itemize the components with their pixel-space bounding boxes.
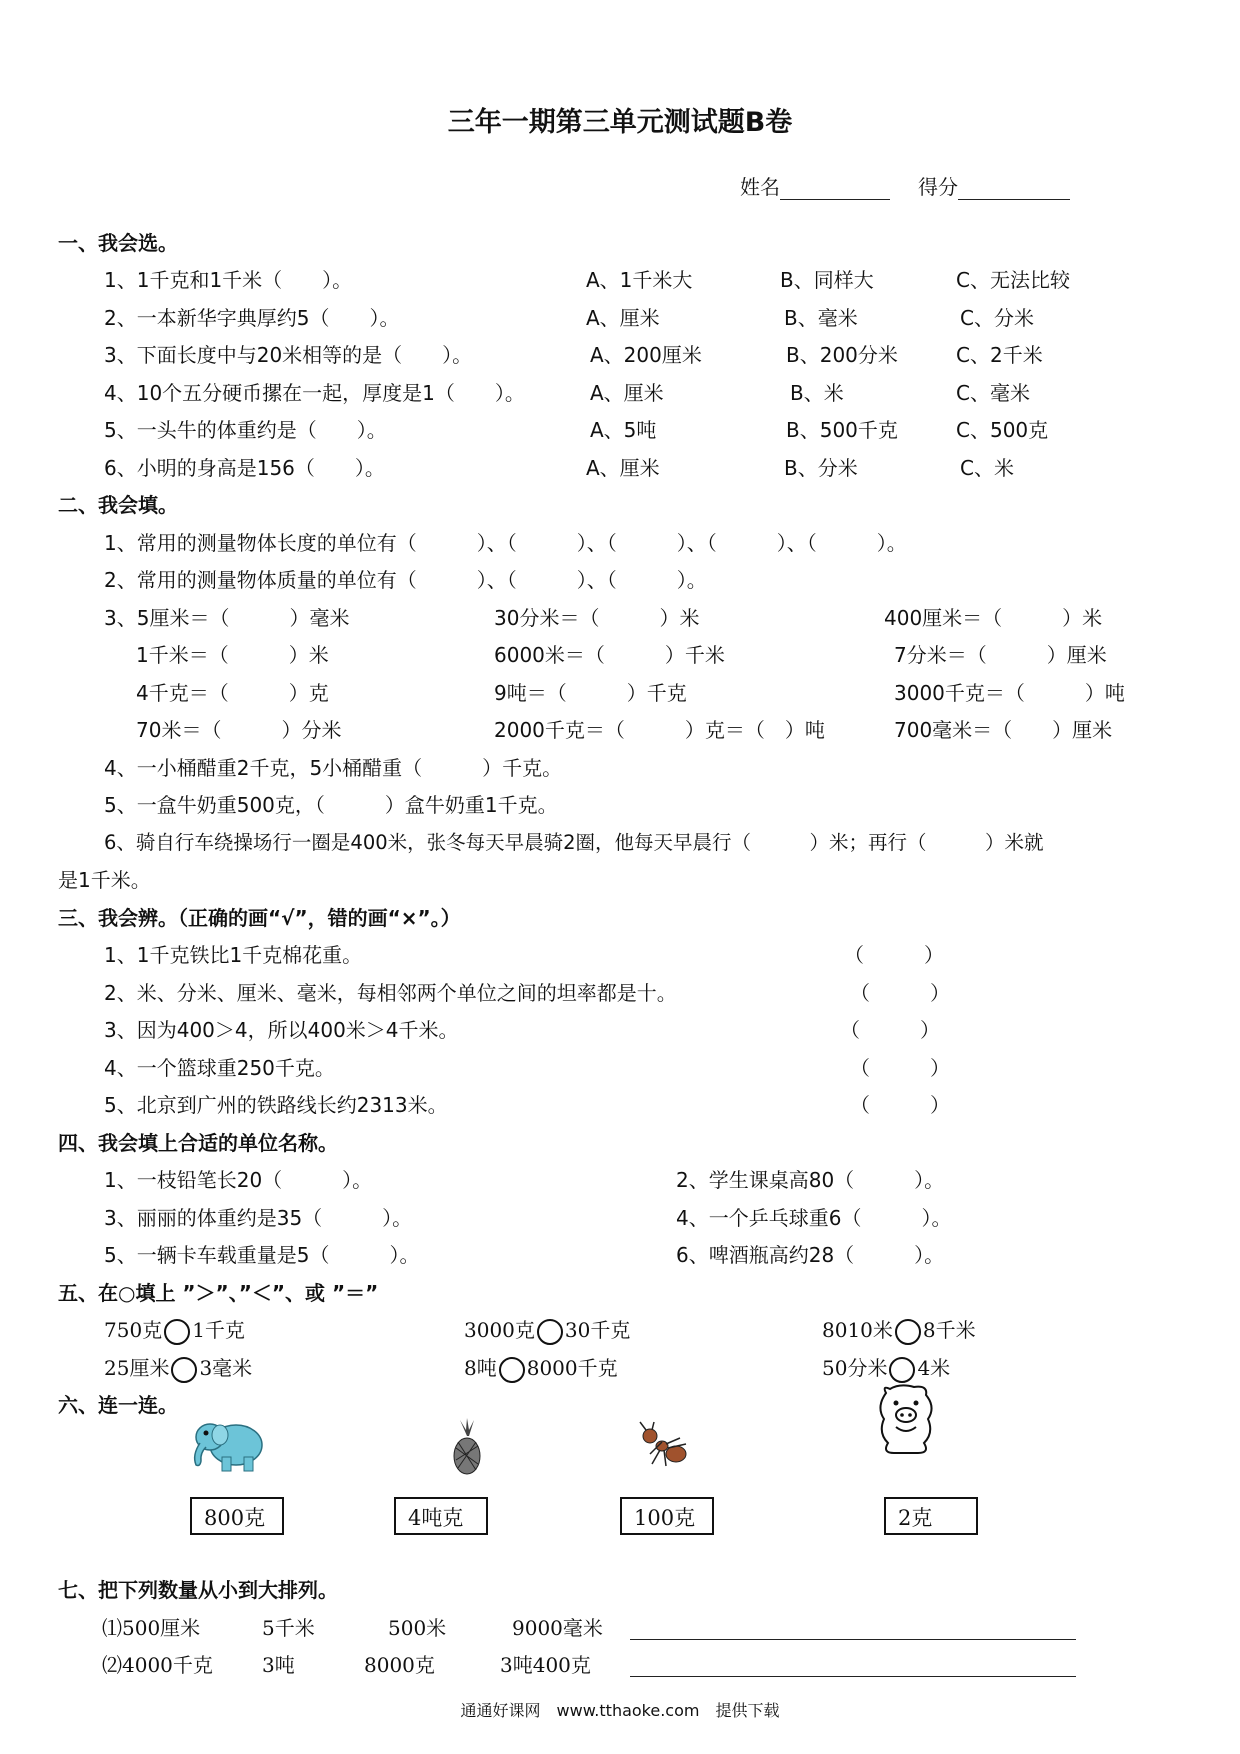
s2-line-1: 1、常用的测量物体长度的单位有（ ）、（ ）、（ ）、（ ）、（ ）。 (104, 531, 907, 555)
s2-conversion: 4千克＝（ ）克 (136, 681, 329, 705)
s2-line-4: 4、一小桶醋重2千克，5小桶醋重（ ）千克。 (104, 756, 563, 780)
compare-circle[interactable] (171, 1357, 197, 1383)
footer-text: 通通好课网 www.tthaoke.com 提供下载 (460, 1701, 780, 1720)
s1-option-c[interactable]: C、分米 (960, 306, 1034, 330)
score-field (918, 174, 1070, 200)
s5-left-value: 8010米 (822, 1318, 893, 1342)
answer-line[interactable] (630, 1617, 1076, 1640)
s2-conversion: 70米＝（ ）分米 (136, 718, 342, 742)
s1-option-b[interactable]: B、200分米 (786, 343, 898, 367)
s7-quantity: 9000毫米 (512, 1616, 603, 1640)
score-blank[interactable] (958, 177, 1070, 200)
s5-right-value: 8000千克 (526, 1356, 618, 1380)
s2-conversion: 9吨＝（ ）千克 (494, 681, 687, 705)
section-1-heading: 一、我会选。 (58, 231, 178, 255)
ant-icon[interactable] (636, 1420, 692, 1472)
s7-quantity: 3吨400克 (500, 1653, 591, 1677)
s1-option-c[interactable]: C、毫米 (956, 381, 1030, 405)
compare-circle[interactable] (164, 1319, 190, 1345)
compare-circle[interactable] (537, 1319, 563, 1345)
s2-conversion: 2000千克＝（ ）克＝（ ）吨 (494, 718, 825, 742)
s7-quantity: ⑵4000千克 (102, 1653, 213, 1677)
s4-item: 3、丽丽的体重约是35（ ）。 (104, 1206, 413, 1230)
s2-conversion: 700毫米＝（ ）厘米 (894, 718, 1113, 742)
s5-right-value: 4米 (917, 1356, 951, 1380)
s4-item: 5、一辆卡车载重量是5（ ）。 (104, 1243, 420, 1267)
answer-line[interactable] (630, 1654, 1076, 1677)
s7-quantity: 5千米 (262, 1616, 315, 1640)
s3-answer-paren[interactable]: （ ） (844, 943, 944, 967)
s1-option-b[interactable]: B、毫米 (784, 306, 858, 330)
s1-option-b[interactable]: B、同样大 (780, 268, 874, 292)
s1-option-c[interactable]: C、2千米 (956, 343, 1043, 367)
s2-line-5: 5、一盒牛奶重500克，（ ）盒牛奶重1千克。 (104, 793, 558, 817)
pig-icon[interactable] (872, 1383, 942, 1457)
section-5-heading: 五、在○填上 ”＞”、”＜”、或 ”＝” (58, 1281, 379, 1305)
s7-quantity: 500米 (388, 1616, 447, 1640)
s7-quantity: 8000克 (364, 1653, 435, 1677)
s1-option-c[interactable]: C、500克 (956, 418, 1049, 442)
s2-conversion: 30分米＝（ ）米 (494, 606, 700, 630)
s7-quantity: 3吨 (262, 1653, 295, 1677)
s2-line-2: 2、常用的测量物体质量的单位有（ ）、（ ）、（ ）。 (104, 568, 707, 592)
section-7-heading: 七、把下列数量从小到大排列。 (58, 1578, 338, 1602)
s3-statement: 3、因为400＞4，所以400米＞4千米。 (104, 1018, 459, 1042)
s1-option-b[interactable]: B、米 (790, 381, 844, 405)
s1-option-a[interactable]: A、5吨 (590, 418, 657, 442)
pineapple-icon[interactable] (450, 1418, 484, 1476)
elephant-icon[interactable] (188, 1415, 268, 1475)
name-field (740, 174, 890, 200)
compare-circle[interactable] (889, 1357, 915, 1383)
s1-option-b[interactable]: B、分米 (784, 456, 858, 480)
s4-item: 1、一枝铅笔长20（ ）。 (104, 1168, 373, 1192)
s3-statement: 2、米、分米、厘米、毫米，每相邻两个单位之间的坦率都是十。 (104, 981, 677, 1005)
weight-box[interactable]: 4吨克 (394, 1497, 488, 1535)
weight-box[interactable]: 100克 (620, 1497, 714, 1535)
s1-question: 5、一头牛的体重约是（ ）。 (104, 418, 387, 442)
s1-option-b[interactable]: B、500千克 (786, 418, 898, 442)
weight-box[interactable]: 800克 (190, 1497, 284, 1535)
s2-conversion: 6000米＝（ ）千米 (494, 643, 725, 667)
name-label: 姓名 (740, 175, 780, 199)
s2-conversion: 3、5厘米＝（ ）毫米 (104, 606, 350, 630)
compare-circle[interactable] (895, 1319, 921, 1345)
s7-quantity: ⑴500厘米 (102, 1616, 201, 1640)
section-3-heading: 三、我会辨。（正确的画“√”，错的画“×”。） (58, 906, 461, 930)
s1-option-a[interactable]: A、200厘米 (590, 343, 702, 367)
s1-question: 1、1千克和1千米（ ）。 (104, 268, 353, 292)
section-6-heading: 六、连一连。 (58, 1393, 178, 1417)
s3-statement: 4、一个篮球重250千克。 (104, 1056, 335, 1080)
s1-option-a[interactable]: A、1千米大 (586, 268, 693, 292)
weight-box[interactable]: 2克 (884, 1497, 978, 1535)
s1-question: 4、10个五分硬币摞在一起，厚度是1（ ）。 (104, 381, 525, 405)
s5-left-value: 8吨 (464, 1356, 497, 1380)
s2-conversion: 1千米＝（ ）米 (136, 643, 329, 667)
s1-question: 2、一本新华字典厚约5（ ）。 (104, 306, 400, 330)
s5-left-value: 3000克 (464, 1318, 535, 1342)
s3-answer-paren[interactable]: （ ） (850, 981, 950, 1005)
name-blank[interactable] (780, 177, 890, 200)
s3-answer-paren[interactable]: （ ） (840, 1018, 940, 1042)
s5-right-value: 3毫米 (199, 1356, 253, 1380)
s5-right-value: 1千克 (192, 1318, 245, 1342)
s4-item: 4、一个乒乓球重6（ ）。 (676, 1206, 952, 1230)
s3-answer-paren[interactable]: （ ） (850, 1093, 950, 1117)
compare-circle[interactable] (499, 1357, 525, 1383)
s2-conversion: 3000千克＝（ ）吨 (894, 681, 1125, 705)
score-label: 得分 (918, 175, 958, 199)
s1-question: 6、小明的身高是156（ ）。 (104, 456, 385, 480)
s3-statement: 1、1千克铁比1千克棉花重。 (104, 943, 363, 967)
s5-right-value: 8千米 (922, 1318, 976, 1342)
s1-option-c[interactable]: C、米 (960, 456, 1014, 480)
s5-left-value: 25厘米 (104, 1356, 170, 1380)
section-4-heading: 四、我会填上合适的单位名称。 (58, 1131, 338, 1155)
s1-option-a[interactable]: A、厘米 (586, 456, 660, 480)
s5-compare (464, 1317, 630, 1345)
s2-line-6-continued: 是1千米。 (58, 868, 151, 892)
s4-item: 2、学生课桌高80（ ）。 (676, 1168, 945, 1192)
s5-compare (822, 1317, 976, 1345)
s5-left-value: 750克 (104, 1318, 163, 1342)
s1-option-a[interactable]: A、厘米 (590, 381, 664, 405)
s2-line-6: 6、骑自行车绕操场行一圈是400米，张冬每天早晨骑2圈，他每天早晨行（ ）米；再行（ ）米就 (104, 831, 1044, 854)
s2-conversion: 7分米＝（ ）厘米 (894, 643, 1107, 667)
section-2-heading: 二、我会填。 (58, 493, 178, 517)
s5-left-value: 50分米 (822, 1356, 888, 1380)
s4-item: 6、啤酒瓶高约28（ ）。 (676, 1243, 945, 1267)
s1-option-a[interactable]: A、厘米 (586, 306, 660, 330)
s5-compare (822, 1355, 950, 1383)
s2-conversion: 400厘米＝（ ）米 (884, 606, 1103, 630)
s5-compare (104, 1355, 252, 1383)
s1-option-c[interactable]: C、无法比较 (956, 268, 1070, 292)
s5-compare (464, 1355, 618, 1383)
s1-question: 3、下面长度中与20米相等的是（ ）。 (104, 343, 473, 367)
s5-right-value: 30千克 (564, 1318, 631, 1342)
s3-answer-paren[interactable]: （ ） (850, 1056, 950, 1080)
s3-statement: 5、北京到广州的铁路线长约2313米。 (104, 1093, 448, 1117)
s5-compare (104, 1317, 245, 1345)
page-title: 三年一期第三单元测试题B卷 (447, 107, 793, 138)
